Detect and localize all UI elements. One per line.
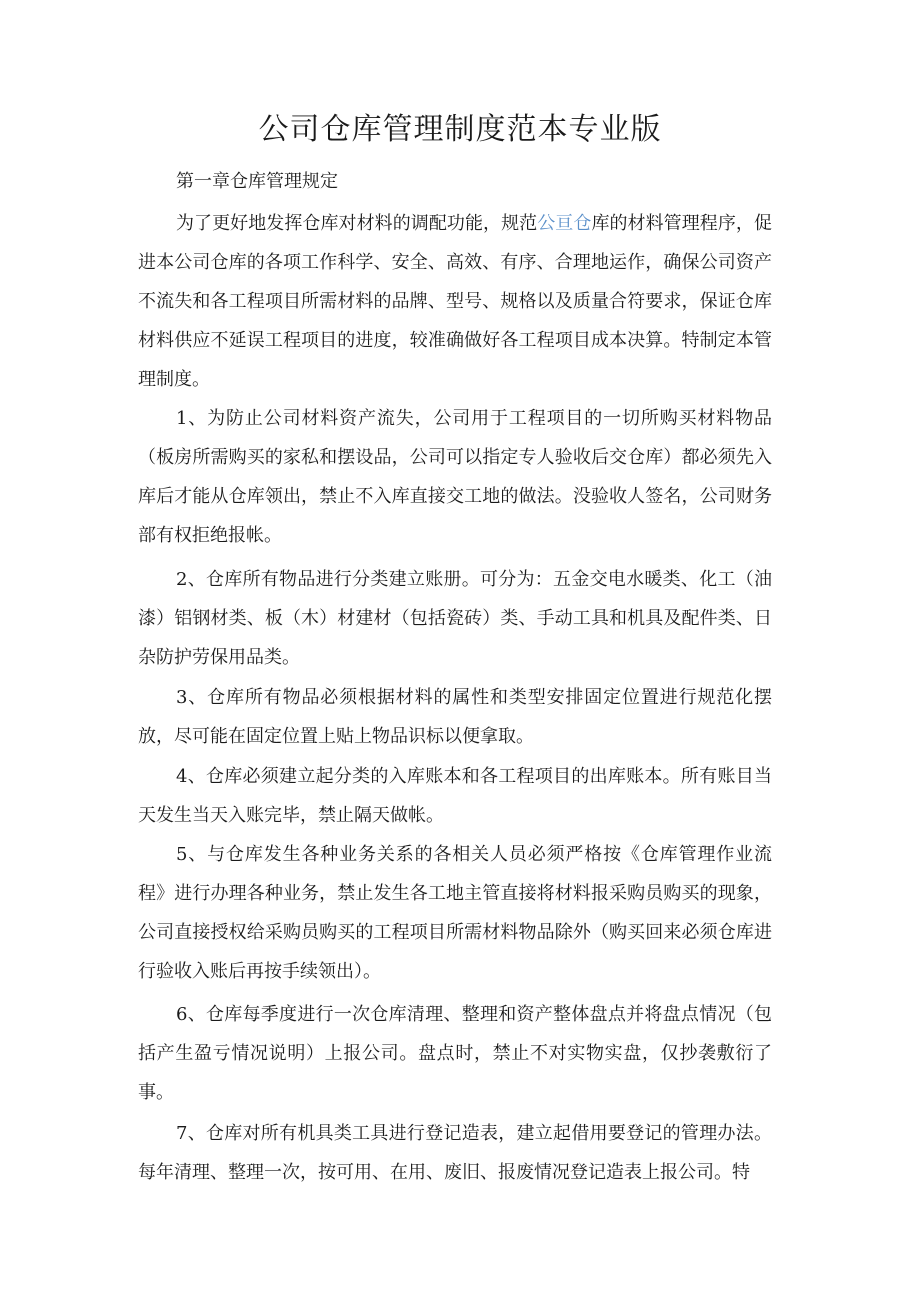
chapter-heading: 第一章仓库管理规定 [176,171,338,192]
rule-paragraph-5: 5、与仓库发生各种业务关系的各相关人员必须严格按《仓库管理作业流程》进行办理各种业务，禁止发生各工地主管直接将材料报采购员购买的现象，公司直接授权给采购员购买的工程项目所需材料物品除外（购买回来必须仓库进行验收入账后再按手续领出）。 [138,844,772,982]
document-title: 公司仓库管理制度范本专业版 [258,112,662,147]
intro-highlight-text: 公亘仓 [537,213,592,234]
rule-paragraph-6: 6、仓库每季度进行一次仓库清理、整理和资产整体盘点并将盘点情况（包括产生盈亏情况说明）上报公司。盘点时，禁止不对实物实盘，仅抄袭敷衍了事。 [138,1004,772,1103]
rule-paragraph-4: 4、仓库必须建立起分类的入库账本和各工程项目的出库账本。所有账目当天发生当天入账完毕，禁止隔天做帐。 [138,766,772,826]
rule-paragraph-1: 1、为防止公司材料资产流失，公司用于工程项目的一切所购买材料物品（板房所需购买的家私和摆设品，公司可以指定专人验收后交仓库）都必须先入库后才能从仓库领出，禁止不入库直接交工地的做法。没验收人签名，公司财务部有权拒绝报帐。 [138,408,772,546]
rule-paragraph-7: 7、仓库对所有机具类工具进行登记造表，建立起借用要登记的管理办法。每年清理、整理一次，按可用、在用、废旧、报废情况登记造表上报公司。特 [138,1123,772,1183]
intro-paragraph [138,204,772,399]
intro-text-end: 库的材料管理程序，促进本公司仓库的各项工作科学、安全、高效、有序、合理地运作，确保公司资产不流失和各工程项目所需材料的品牌、型号、规格以及质量合符要求，保证仓库材料供应不延误工程项目的进度，较准确做好各工程项目成本决算。特制定本管理制度。 [138,213,772,390]
rule-paragraph-2: 2、仓库所有物品进行分类建立账册。可分为：五金交电水暖类、化工（油漆）铝钢材类、板（木）材建材（包括瓷砖）类、手动工具和机具及配件类、日杂防护劳保用品类。 [138,569,772,668]
intro-text-start: 为了更好地发挥仓库对材料的调配功能，规范 [176,213,538,234]
rule-paragraph-3: 3、仓库所有物品必须根据材料的属性和类型安排固定位置进行规范化摆放，尽可能在固定位置上贴上物品识标以便拿取。 [138,687,772,747]
